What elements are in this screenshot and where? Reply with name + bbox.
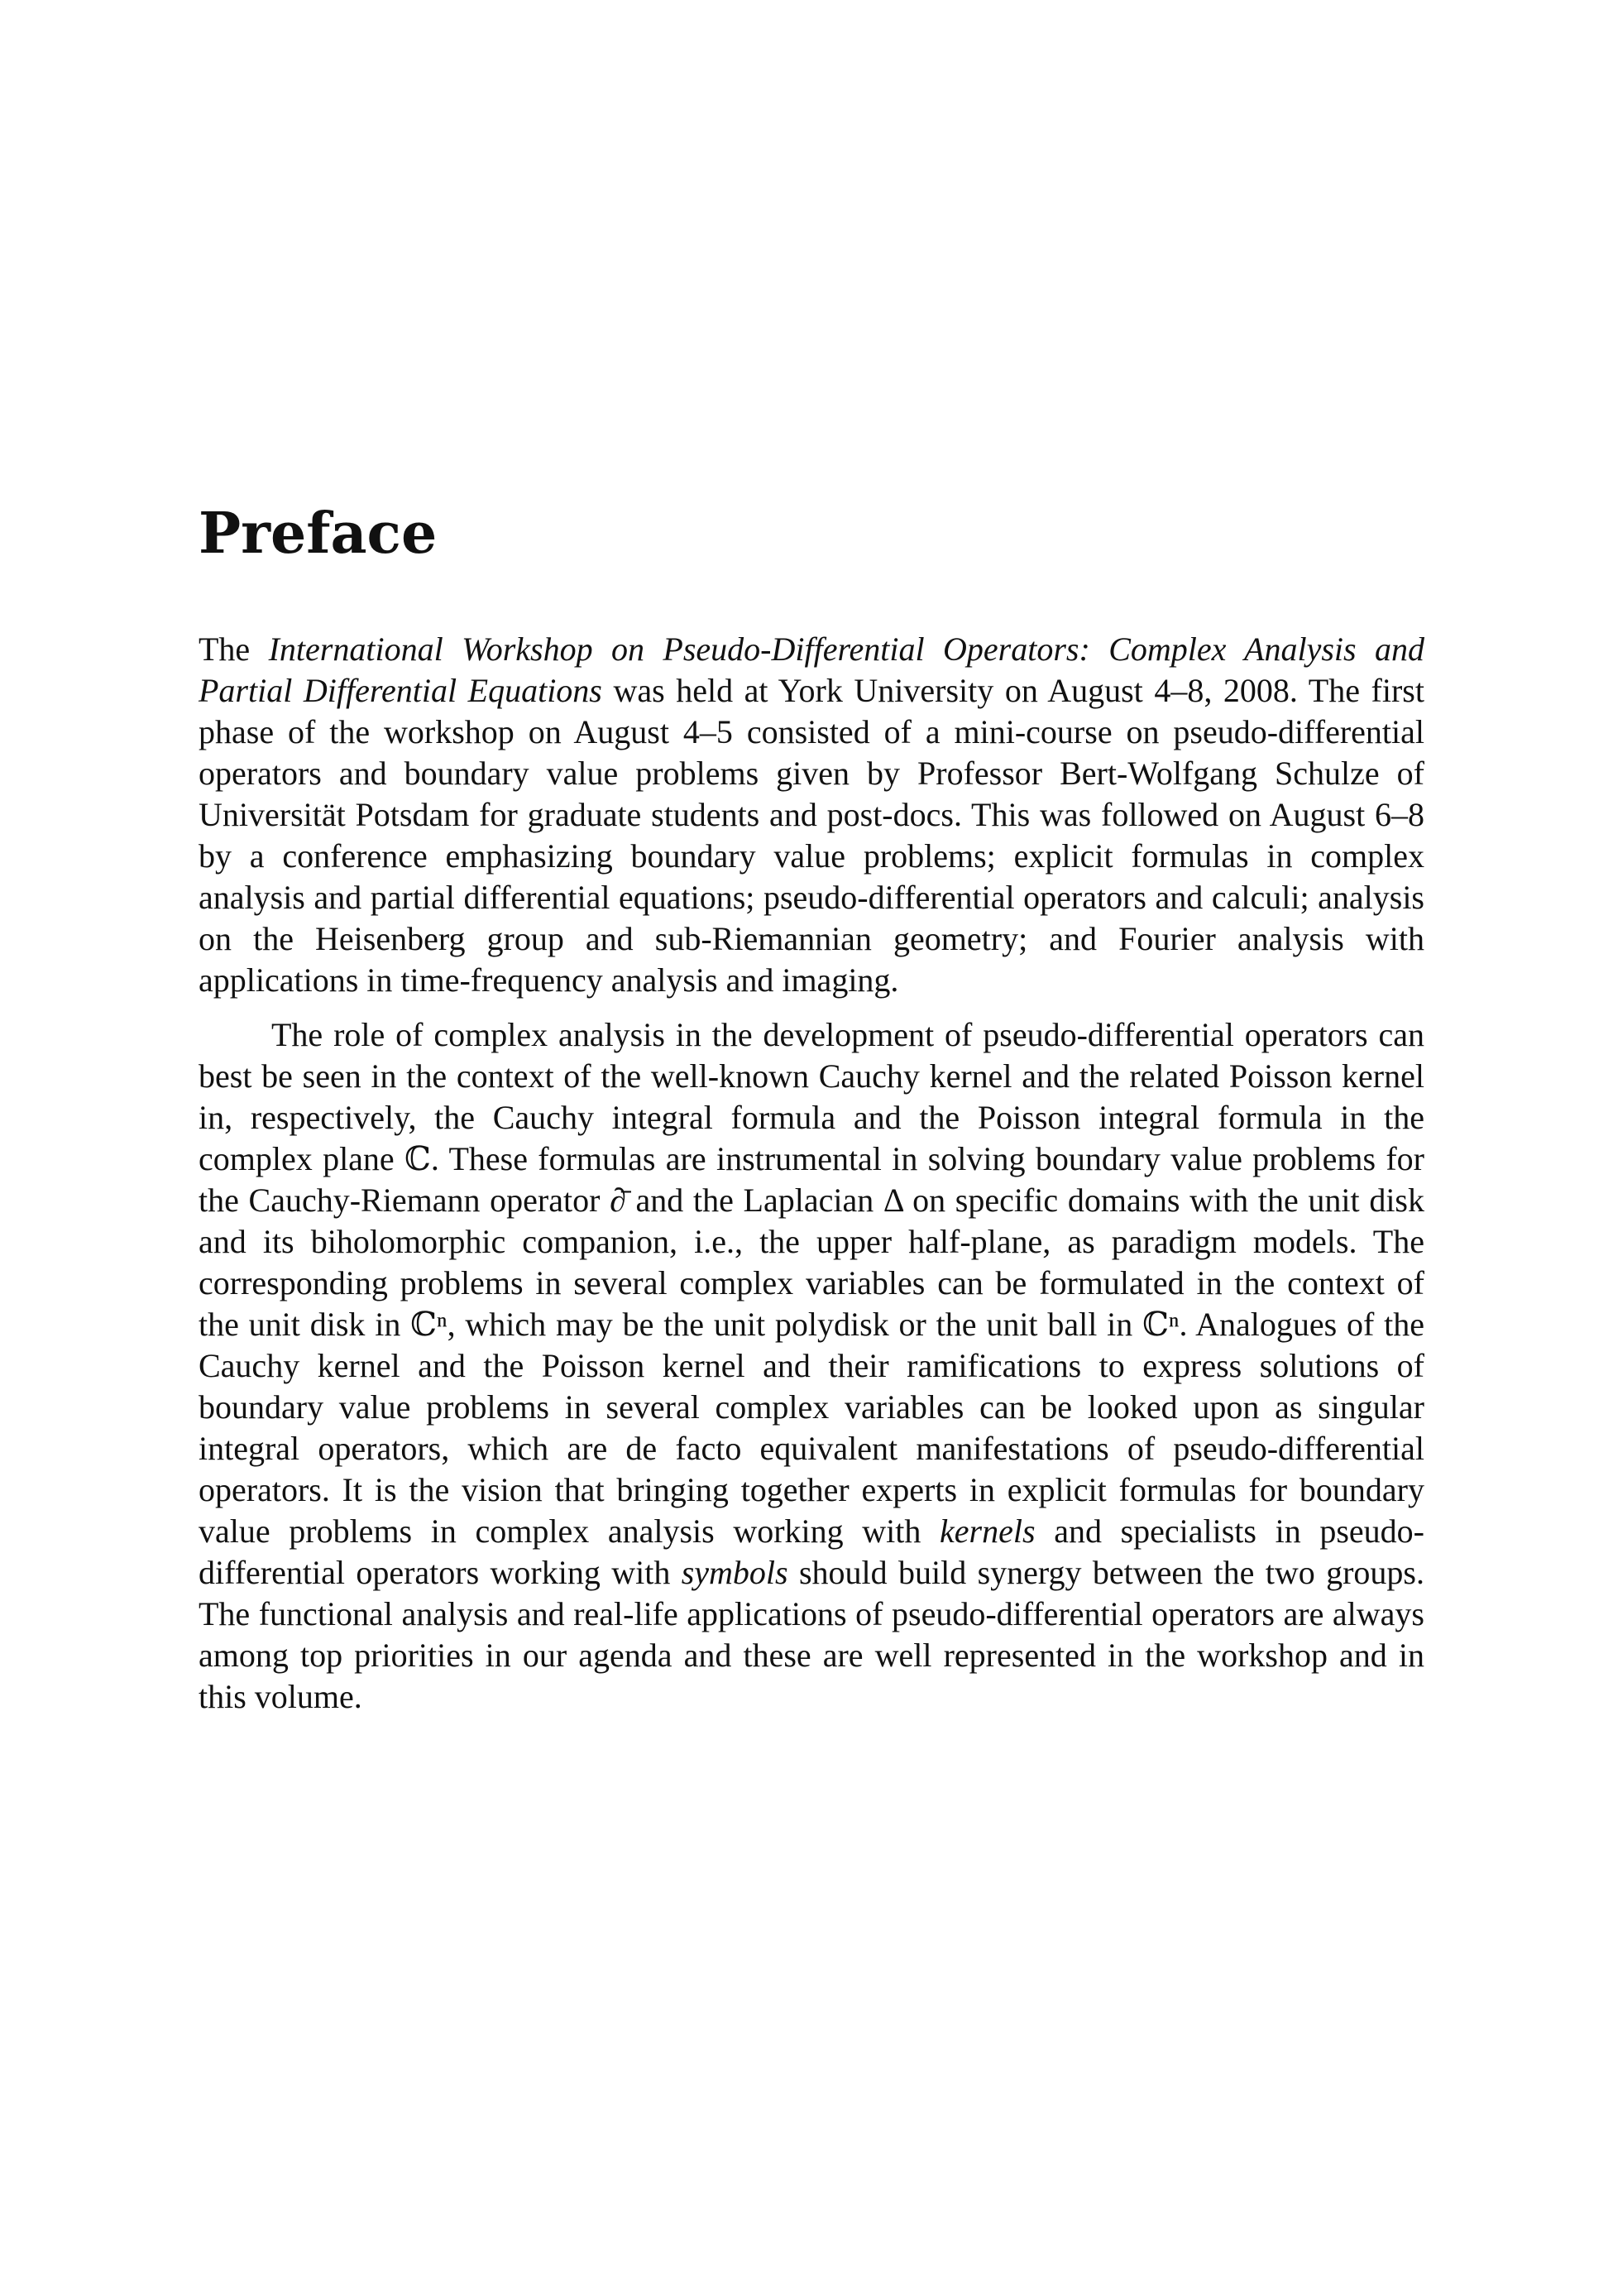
symbols-italic: symbols: [681, 1554, 788, 1591]
text-run: The: [199, 630, 269, 668]
text-run: was held at York University on August 4–8, 2008. The first phase of the workshop on August 4–5 consisted of a mini-course on pseudo-differential operators and boundary value problems given by Professor Bert-Wolfgang Schulze of Universität Potsdam for graduate students and post-docs. This was followed on August 6–8 by a conference emphasizing boundary value problems; explicit formulas in complex analysis and partial differential equations; pseudo-differential operators and calculi; analysis on the Heisenberg group and sub-Riemannian geometry; and Fourier analysis with applications in time-frequency analysis and imaging.: [199, 672, 1424, 999]
text-run: and specialists in pseudo-differential operators working with: [199, 1512, 1425, 1591]
text-run: The role of complex analysis in the development of pseudo-differential operators can best be seen in the context of the well-known Cauchy kernel and the related Poisson kernel in, respectively, the Cauchy integral formula and the Poisson integral formula in the complex plane ℂ. These formulas are instrumental in solving boundary value problems for the Cauchy-Riemann operator ∂̄ and the Laplacian Δ on specific domains with the unit disk and its biholomorphic companion, i.e., the upper half-plane, as paradigm models. The corresponding problems in several complex variables can be formulated in the context of the unit disk in ℂⁿ, which may be the unit polydisk or the unit ball in ℂⁿ. Analogues of the Cauchy kernel and the Poisson kernel and their ramifications to express solutions of boundary value problems in several complex variables can be looked upon as singular integral operators, which are de facto equivalent manifestations of pseudo-differential operators. It is the vision that bringing together experts in explicit formulas for boundary value problems in complex analysis working with: [199, 1016, 1424, 1550]
paragraph-2: [199, 1014, 1424, 1718]
page-title: Preface: [199, 501, 438, 567]
workshop-title-italic: International Workshop on Pseudo-Differential Operators: Complex Analysis and Partial Differential Equations: [199, 630, 1424, 709]
kernels-italic: kernels: [940, 1512, 1036, 1550]
preface-body: [199, 629, 1424, 1718]
paragraph-1: [199, 629, 1424, 1001]
text-run: should build synergy between the two groups. The functional analysis and real-life applications of pseudo-differential operators are always among top priorities in our agenda and these are well represented in the workshop and in this volume.: [199, 1554, 1424, 1715]
